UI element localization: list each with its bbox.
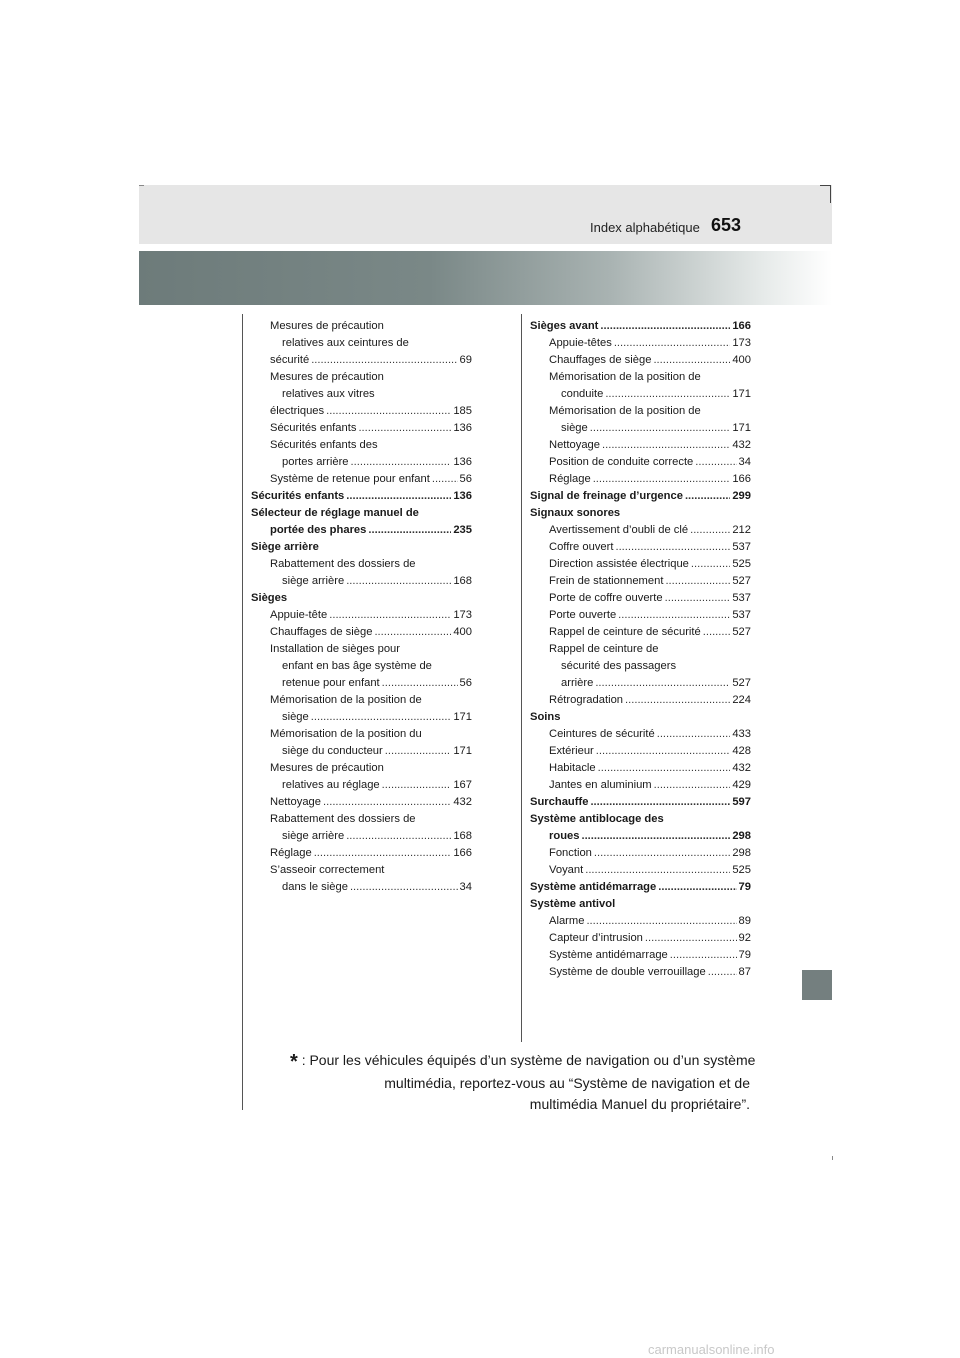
dot-leader xyxy=(581,828,730,845)
entry-label: Ceintures de sécurité xyxy=(549,728,655,740)
dot-leader xyxy=(600,318,730,335)
entry-page: 34 xyxy=(738,456,751,468)
entry-label: Appuie-tête xyxy=(270,609,328,621)
entry-page: 89 xyxy=(738,915,751,927)
dot-leader xyxy=(708,964,737,981)
dot-leader xyxy=(382,777,452,794)
entry-page: 171 xyxy=(453,711,472,723)
footnote xyxy=(290,1050,756,1115)
entry-label: dans le siège xyxy=(282,881,348,893)
index-entry xyxy=(530,777,751,794)
index-entry xyxy=(530,913,751,930)
entry-label: portes arrière xyxy=(282,456,349,468)
entry-page: 400 xyxy=(732,354,751,366)
index-entry: Mesures de précaution xyxy=(270,320,384,332)
page-number: 653 xyxy=(711,215,742,235)
entry-page: 136 xyxy=(453,490,472,502)
decorative-gradient-band xyxy=(139,251,832,305)
dot-leader xyxy=(670,947,737,964)
dot-leader xyxy=(653,352,730,369)
entry-page: 166 xyxy=(453,847,472,859)
dot-leader xyxy=(665,590,731,607)
index-entry xyxy=(530,607,751,624)
index-entry xyxy=(251,471,472,488)
entry-page: 400 xyxy=(453,626,472,638)
dot-leader xyxy=(657,726,731,743)
dot-leader xyxy=(346,573,451,590)
index-entry xyxy=(251,573,472,590)
entry-page: 173 xyxy=(453,609,472,621)
entry-page: 136 xyxy=(453,422,472,434)
index-column-right xyxy=(530,318,751,981)
index-entry xyxy=(251,794,472,811)
index-entry: Siège arrière xyxy=(251,541,319,553)
index-entry xyxy=(530,726,751,743)
dot-leader xyxy=(326,403,451,420)
index-entry xyxy=(251,743,472,760)
entry-label: arrière xyxy=(561,677,594,689)
entry-label: siège xyxy=(282,711,309,723)
dot-leader xyxy=(323,794,451,811)
entry-page: 171 xyxy=(453,745,472,757)
entry-page: 432 xyxy=(732,439,751,451)
index-entry xyxy=(530,879,751,896)
index-entry xyxy=(530,522,751,539)
entry-label: Voyant xyxy=(549,864,584,876)
entry-label: Chauffages de siège xyxy=(549,354,652,366)
entry-page: 597 xyxy=(732,796,751,808)
entry-page: 299 xyxy=(732,490,751,502)
entry-label: Alarme xyxy=(549,915,585,927)
dot-leader xyxy=(351,454,452,471)
dot-leader xyxy=(703,624,731,641)
entry-page: 166 xyxy=(732,473,751,485)
index-entry xyxy=(530,760,751,777)
entry-page: 537 xyxy=(732,592,751,604)
dot-leader xyxy=(346,488,451,505)
footnote-text: : Pour les véhicules équipés d’un système de navigation ou d’un système xyxy=(301,1052,756,1068)
dot-leader xyxy=(665,573,730,590)
entry-label: Surchauffe xyxy=(530,796,589,808)
entry-label: Porte ouverte xyxy=(549,609,617,621)
entry-label: portée des phares xyxy=(270,524,367,536)
entry-label: Coffre ouvert xyxy=(549,541,614,553)
index-entry xyxy=(530,318,751,335)
index-entry: Sécurités enfants des xyxy=(270,439,378,451)
dot-leader xyxy=(594,845,730,862)
index-entry: Mémorisation de la position de xyxy=(270,694,422,706)
dot-leader xyxy=(590,420,731,437)
index-entry xyxy=(530,675,751,692)
entry-label: Direction assistée électrique xyxy=(549,558,689,570)
index-entry xyxy=(251,845,472,862)
margin-tick xyxy=(832,1156,833,1160)
dot-leader xyxy=(382,675,458,692)
entry-page: 56 xyxy=(459,677,472,689)
index-entry: Rappel de ceinture de xyxy=(549,643,659,655)
entry-label: Nettoyage xyxy=(549,439,600,451)
entry-page: 34 xyxy=(459,881,472,893)
watermark: carmanualsonline.info xyxy=(648,1342,775,1357)
entry-label: Système de double verrouillage xyxy=(549,966,706,978)
entry-page: 79 xyxy=(738,949,751,961)
dot-leader xyxy=(585,862,730,879)
entry-page: 171 xyxy=(732,388,751,400)
entry-label: siège arrière xyxy=(282,830,345,842)
index-entry xyxy=(530,692,751,709)
footnote-asterisk: * xyxy=(290,1051,298,1073)
entry-label: Position de conduite correcte xyxy=(549,456,694,468)
dot-leader xyxy=(368,522,451,539)
index-entry: Soins xyxy=(530,711,561,723)
dot-leader xyxy=(432,471,458,488)
entry-page: 527 xyxy=(732,677,751,689)
index-entry xyxy=(530,573,751,590)
dot-leader xyxy=(596,743,731,760)
index-entry xyxy=(530,845,751,862)
index-entry xyxy=(530,828,751,845)
entry-page: 56 xyxy=(459,473,472,485)
entry-page: 87 xyxy=(738,966,751,978)
index-entry xyxy=(251,879,472,896)
dot-leader xyxy=(690,522,730,539)
entry-label: Habitacle xyxy=(549,762,596,774)
index-entry: Mémorisation de la position de xyxy=(549,371,701,383)
entry-label: roues xyxy=(549,830,580,842)
index-entry xyxy=(530,454,751,471)
index-entry xyxy=(251,352,472,369)
entry-page: 167 xyxy=(453,779,472,791)
entry-page: 168 xyxy=(453,575,472,587)
index-entry xyxy=(251,709,472,726)
index-entry xyxy=(530,471,751,488)
entry-page: 298 xyxy=(732,847,751,859)
crop-mark-vertical xyxy=(830,185,831,203)
index-entry xyxy=(251,522,472,539)
entry-label: retenue pour enfant xyxy=(282,677,380,689)
entry-page: 527 xyxy=(732,575,751,587)
index-entry: Mesures de précaution xyxy=(270,371,384,383)
dot-leader xyxy=(658,879,736,896)
index-entry: Rabattement des dossiers de xyxy=(270,558,416,570)
entry-label: relatives au réglage xyxy=(282,779,380,791)
index-entry xyxy=(251,607,472,624)
entry-page: 185 xyxy=(453,405,472,417)
dot-leader xyxy=(654,777,731,794)
index-entry: Sièges xyxy=(251,592,288,604)
dot-leader xyxy=(329,607,451,624)
entry-label: Appuie-têtes xyxy=(549,337,612,349)
entry-label: Porte de coffre ouverte xyxy=(549,592,663,604)
index-entry xyxy=(530,437,751,454)
entry-label: siège arrière xyxy=(282,575,345,587)
entry-label: Sécurités enfants xyxy=(270,422,357,434)
entry-page: 429 xyxy=(732,779,751,791)
index-entry: relatives aux vitres xyxy=(282,388,375,400)
index-entry: Installation de sièges pour xyxy=(270,643,400,655)
dot-leader xyxy=(598,760,731,777)
dot-leader xyxy=(311,709,452,726)
entry-page: 171 xyxy=(732,422,751,434)
index-entry xyxy=(530,930,751,947)
entry-label: Système antidémarrage xyxy=(530,881,657,893)
dot-leader xyxy=(358,420,451,437)
index-entry xyxy=(530,794,751,811)
entry-label: Sièges avant xyxy=(530,320,599,332)
index-entry xyxy=(530,488,751,505)
dot-leader xyxy=(350,879,458,896)
entry-label: Système de retenue pour enfant xyxy=(270,473,430,485)
index-entry xyxy=(530,624,751,641)
crop-mark-horizontal xyxy=(820,185,831,186)
entry-label: Nettoyage xyxy=(270,796,321,808)
entry-label: Réglage xyxy=(549,473,591,485)
index-column-left xyxy=(251,318,472,896)
index-entry xyxy=(251,777,472,794)
dot-leader xyxy=(586,913,736,930)
entry-page: 168 xyxy=(453,830,472,842)
dot-leader xyxy=(311,352,457,369)
entry-page: 212 xyxy=(732,524,751,536)
dot-leader xyxy=(685,488,730,505)
index-entry: Mesures de précaution xyxy=(270,762,384,774)
entry-page: 537 xyxy=(732,541,751,553)
index-entry xyxy=(251,488,472,505)
entry-page: 224 xyxy=(732,694,751,706)
index-entry: Mémorisation de la position du xyxy=(270,728,422,740)
dot-leader xyxy=(618,607,730,624)
dot-leader xyxy=(614,335,731,352)
index-entry: Sélecteur de réglage manuel de xyxy=(251,507,419,519)
entry-label: Extérieur xyxy=(549,745,594,757)
entry-label: siège xyxy=(561,422,588,434)
dot-leader xyxy=(374,624,451,641)
index-entry xyxy=(530,352,751,369)
entry-label: Rétrogradation xyxy=(549,694,624,706)
index-entry: relatives aux ceintures de xyxy=(282,337,409,349)
footnote-line: multimédia Manuel du propriétaire”. xyxy=(529,1096,750,1112)
dot-leader xyxy=(346,828,451,845)
dot-leader xyxy=(595,675,730,692)
entry-label: électriques xyxy=(270,405,325,417)
entry-label: conduite xyxy=(561,388,604,400)
entry-label: siège du conducteur xyxy=(282,745,383,757)
index-entry xyxy=(251,420,472,437)
index-entry xyxy=(530,947,751,964)
dot-leader xyxy=(590,794,730,811)
dot-leader xyxy=(605,386,730,403)
index-entry: Signaux sonores xyxy=(530,507,621,519)
dot-leader xyxy=(593,471,731,488)
left-column-rule xyxy=(242,314,243,1110)
entry-label: Frein de stationnement xyxy=(549,575,664,587)
index-entry: S’asseoir correctement xyxy=(270,864,385,876)
dot-leader xyxy=(691,556,730,573)
index-entry: enfant en bas âge système de xyxy=(282,660,432,672)
index-entry xyxy=(530,539,751,556)
index-entry: Système antiblocage des xyxy=(530,813,664,825)
dot-leader xyxy=(602,437,730,454)
entry-label: sécurité xyxy=(270,354,310,366)
index-entry xyxy=(530,964,751,981)
entry-label: Fonction xyxy=(549,847,592,859)
dot-leader xyxy=(695,454,736,471)
entry-label: Signal de freinage d’urgence xyxy=(530,490,683,502)
entry-page: 92 xyxy=(738,932,751,944)
entry-label: Rappel de ceinture de sécurité xyxy=(549,626,701,638)
index-entry xyxy=(251,454,472,471)
dot-leader xyxy=(385,743,452,760)
entry-page: 69 xyxy=(459,354,472,366)
entry-label: Avertissement d’oubli de clé xyxy=(549,524,689,536)
entry-label: Chauffages de siège xyxy=(270,626,373,638)
index-entry: Mémorisation de la position de xyxy=(549,405,701,417)
index-entry xyxy=(530,743,751,760)
section-thumb-tab xyxy=(802,970,832,1000)
entry-page: 432 xyxy=(453,796,472,808)
dot-leader xyxy=(615,539,730,556)
index-entry: sécurité des passagers xyxy=(561,660,677,672)
index-entry xyxy=(530,335,751,352)
entry-page: 432 xyxy=(732,762,751,774)
entry-label: Capteur d’intrusion xyxy=(549,932,643,944)
entry-page: 298 xyxy=(732,830,751,842)
footnote-line: multimédia, reportez-vous au “Système de navigation et de xyxy=(384,1075,750,1091)
index-entry xyxy=(530,420,751,437)
index-entry xyxy=(530,862,751,879)
entry-label: Réglage xyxy=(270,847,312,859)
entry-page: 527 xyxy=(732,626,751,638)
entry-page: 525 xyxy=(732,558,751,570)
index-entry xyxy=(530,386,751,403)
entry-label: Système antidémarrage xyxy=(549,949,668,961)
index-entry xyxy=(251,675,472,692)
index-entry: Rabattement des dossiers de xyxy=(270,813,416,825)
entry-page: 537 xyxy=(732,609,751,621)
index-entry: Système antivol xyxy=(530,898,616,910)
entry-page: 173 xyxy=(732,337,751,349)
entry-label: Sécurités enfants xyxy=(251,490,345,502)
entry-page: 525 xyxy=(732,864,751,876)
entry-page: 166 xyxy=(732,320,751,332)
dot-leader xyxy=(625,692,730,709)
dot-leader xyxy=(645,930,737,947)
dot-leader xyxy=(314,845,452,862)
index-entry xyxy=(530,590,751,607)
entry-label: Jantes en aluminium xyxy=(549,779,652,791)
index-entry xyxy=(530,556,751,573)
footnote-line xyxy=(290,1050,756,1073)
crop-mark-top-left xyxy=(139,185,144,186)
index-entry xyxy=(251,403,472,420)
middle-column-rule xyxy=(521,314,522,1042)
entry-page: 235 xyxy=(453,524,472,536)
index-entry xyxy=(251,828,472,845)
entry-page: 433 xyxy=(732,728,751,740)
entry-page: 136 xyxy=(453,456,472,468)
entry-page: 428 xyxy=(732,745,751,757)
section-title: Index alphabétique xyxy=(590,220,700,235)
entry-page: 79 xyxy=(738,881,751,893)
index-entry xyxy=(251,624,472,641)
